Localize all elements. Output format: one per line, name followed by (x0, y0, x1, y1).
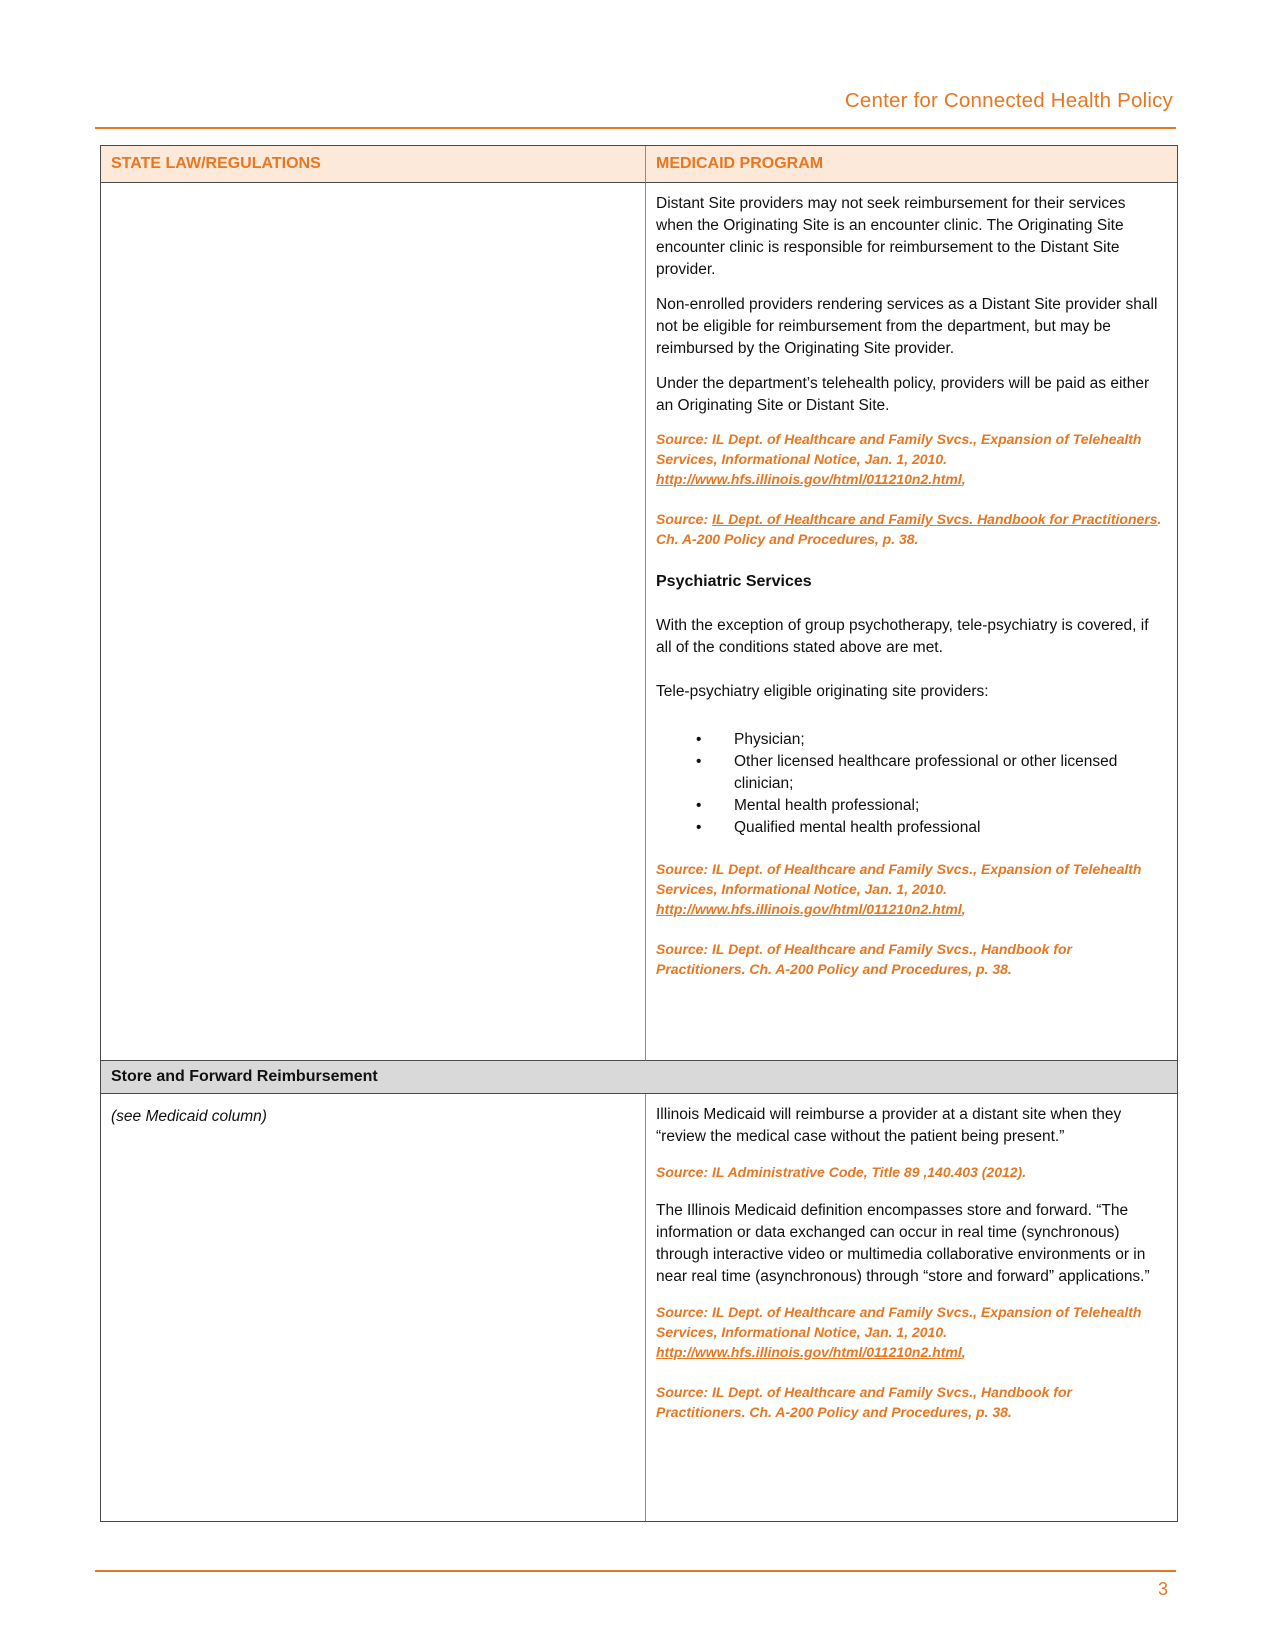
source-handbook-link[interactable]: IL Dept. of Healthcare and Family Svcs. Handbook for Practitioners (712, 511, 1158, 527)
source-citation (656, 429, 1165, 489)
list-item: • Qualified mental health professional (694, 817, 1165, 839)
list-item: • Mental health professional; (694, 795, 1165, 817)
paragraph: The Illinois Medicaid definition encompasses store and forward. “The information or data exchanged can occur in real time (synchronous) through interactive video or multimedia collaborative environments or in near real time (asynchronous) through “store and forward” applications.” (656, 1202, 1150, 1285)
table-header-row (101, 146, 1178, 183)
see-medicaid-note: (see Medicaid column) (111, 1108, 267, 1125)
paragraph: Under the department’s telehealth policy, providers will be paid as either an Originating Site or Distant Site. (656, 375, 1150, 414)
header-divider (95, 127, 1176, 129)
source-text: Source: IL Dept. of Healthcare and Family Svcs., Expansion of Telehealth Services, Informational Notice, Jan. 1, 2010. (656, 1304, 1142, 1340)
source-text: , (961, 901, 966, 917)
source-text: Source: IL Dept. of Healthcare and Family Svcs., Expansion of Telehealth Services, Informational Notice, Jan. 1, 2010. (656, 861, 1142, 897)
page-number: 3 (1157, 1579, 1168, 1599)
list-item: • Physician; (694, 729, 1165, 751)
source-url-link[interactable]: http://www.hfs.illinois.gov/html/011210n2.html (656, 471, 962, 487)
column-header-medicaid: MEDICAID PROGRAM (646, 146, 1178, 183)
source-text: , (961, 471, 966, 487)
source-url-link[interactable]: http://www.hfs.illinois.gov/html/011210n2.html (656, 901, 962, 917)
paragraph: Distant Site providers may not seek reimbursement for their services when the Originating Site is an encounter clinic. The Originating Site encounter clinic is responsible for reimbursement to the Distant Site provider. (656, 195, 1126, 278)
source-citation: Source: IL Dept. of Healthcare and Family Svcs., Handbook for Practitioners. Ch. A-200 Policy and Procedures, p. 38. (656, 941, 1072, 977)
paragraph: With the exception of group psychotherapy, tele-psychiatry is covered, if all of the conditions stated above are met. (656, 617, 1149, 656)
medicaid-cell-row2 (646, 1094, 1178, 1522)
source-text: Source: IL Dept. of Healthcare and Family Svcs., Expansion of Telehealth Services, Informational Notice, Jan. 1, 2010. (656, 431, 1142, 467)
subsection-heading-psychiatric-services: Psychiatric Services (656, 573, 812, 590)
source-citation (656, 859, 1165, 919)
footer-divider (95, 1570, 1176, 1572)
state-law-cell-note (101, 1094, 646, 1522)
source-citation (656, 509, 1165, 549)
source-citation (656, 1302, 1165, 1362)
column-header-state-law: STATE LAW/REGULATIONS (101, 146, 646, 183)
source-text: Source: (656, 511, 713, 527)
state-law-cell-empty (101, 183, 646, 1061)
source-text: , (961, 1344, 966, 1360)
source-citation: Source: IL Dept. of Healthcare and Family Svcs., Handbook for Practitioners. Ch. A-200 Policy and Procedures, p. 38. (656, 1384, 1072, 1420)
table-row (101, 1094, 1178, 1522)
medicaid-cell-row1 (646, 183, 1178, 1061)
provider-bullet-list (656, 729, 1165, 839)
source-text: . Ch. A-200 Policy and Procedures, p. 38. (656, 511, 1162, 547)
source-url-link[interactable]: http://www.hfs.illinois.gov/html/011210n2.html (656, 1344, 962, 1360)
paragraph: Illinois Medicaid will reimburse a provider at a distant site when they “review the medical case without the patient being present.” (656, 1106, 1122, 1145)
source-citation: Source: IL Administrative Code, Title 89 ,140.403 (2012). (656, 1164, 1027, 1180)
paragraph: Non-enrolled providers rendering services as a Distant Site provider shall not be eligible for reimbursement from the department, but may be reimbursed by the Originating Site provider. (656, 296, 1158, 357)
table-row (101, 183, 1178, 1061)
policy-table (100, 145, 1178, 1522)
paragraph: Tele-psychiatry eligible originating site providers: (656, 683, 989, 700)
page-title: Center for Connected Health Policy (844, 89, 1173, 112)
list-item: • Other licensed healthcare professional or other licensed clinician; (694, 751, 1165, 795)
section-row-store-and-forward: Store and Forward Reimbursement (101, 1061, 1178, 1094)
